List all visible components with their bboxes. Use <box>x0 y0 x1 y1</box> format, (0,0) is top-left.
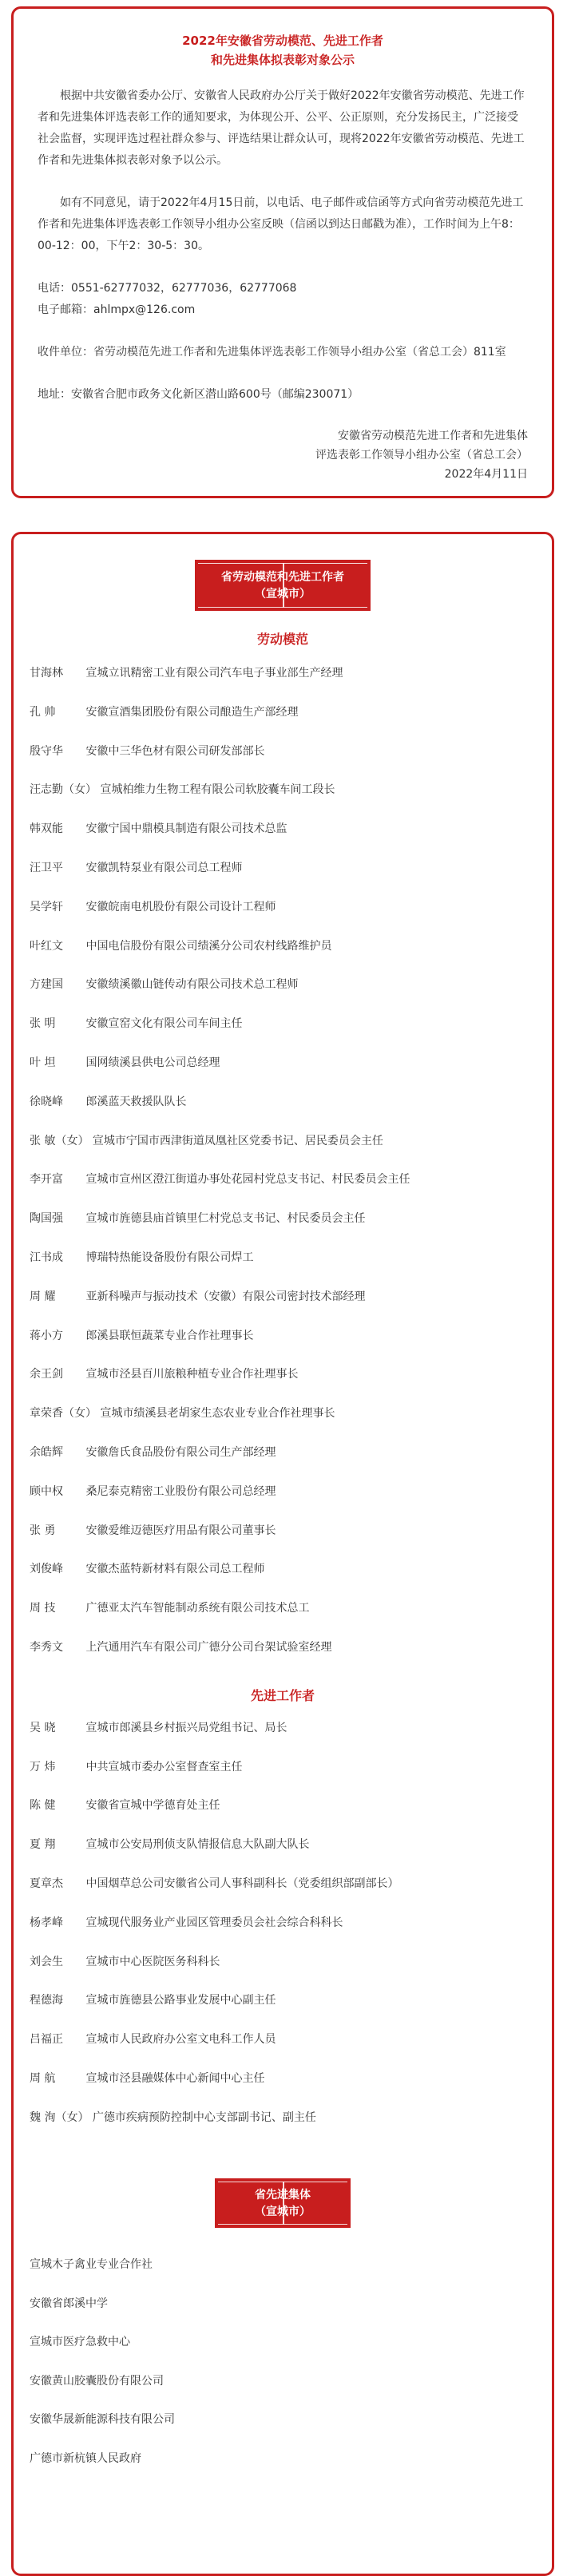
list-item <box>30 732 552 771</box>
person-unit: 安徽爱维迈德医疗用品有限公司董事长 <box>85 1524 276 1537</box>
person-unit: 上汽通用汽车有限公司广德分公司台架试验室经理 <box>85 1640 332 1654</box>
person-unit: 安徽省宣城中学德育处主任 <box>85 1799 220 1813</box>
list-item <box>30 1589 552 1628</box>
list-item <box>30 2059 552 2098</box>
person-name: 刘会生 <box>30 1955 63 1968</box>
list-item <box>30 1005 552 1044</box>
person-name: 章荣香（女） <box>30 1407 97 1421</box>
person-unit: 宣城市泾县融媒体中心新闻中心主任 <box>85 2071 265 2085</box>
person-unit: 宣城市中心医院医务科科长 <box>85 1955 220 1968</box>
person-unit: 安徽凯特泵业有限公司总工程师 <box>85 861 243 874</box>
person-name: 程德海 <box>30 1994 63 2007</box>
signature-date: 2022年4月11日 <box>444 468 528 481</box>
person-unit: 宣城市绩溪县老胡家生态农业专业合作社理事长 <box>100 1407 335 1421</box>
person-unit: 宣城市宣州区澄江街道办事处花园村党总支书记、村民委员会主任 <box>85 1173 410 1187</box>
person-name: 刘俊峰 <box>30 1563 63 1576</box>
notice-paragraph-1: 根据中共安徽省委办公厅、安徽省人民政府办公厅关于做好2022年安徽省劳动模范、先进工作者和先进集体评选表彰工作的通知要求，为体现公开、公平、公正原则，充分发扬民主，广泛接受社会监督，实现评选过程社群众参与、评选结果让群众认可，现将2022年安徽省劳动模范、先进工作者和先进集体拟表彰对象予以公示。 <box>38 89 525 167</box>
person-name: 夏章杰 <box>30 1877 63 1890</box>
contact-phone: 电话：0551-62777032，62777036，62777068 <box>38 282 297 295</box>
person-unit: 宣城市人民政府办公室文电科工作人员 <box>85 2033 276 2047</box>
person-unit: 安徽杰蓝特新材料有限公司总工程师 <box>85 1563 265 1576</box>
person-unit: 安徽宁国中鼎模具制造有限公司技术总监 <box>85 822 287 836</box>
list-item <box>30 693 552 732</box>
person-unit: 国网绩溪县供电公司总经理 <box>85 1056 220 1069</box>
person-unit: 郎溪县联恒蔬菜专业合作社理事长 <box>85 1329 254 1342</box>
person-name: 叶红文 <box>30 939 63 953</box>
list-item <box>30 1709 552 1748</box>
list-item <box>30 1748 552 1787</box>
list-item <box>30 1083 552 1122</box>
person-name: 余王剑 <box>30 1368 63 1381</box>
person-unit: 安徽宣窑文化有限公司车间主任 <box>85 1017 243 1031</box>
person-name: 余皓辉 <box>30 1445 63 1459</box>
banner-subtitle: （宣城市） <box>255 588 311 600</box>
contact-email[interactable]: 电子邮箱：ahlmpx@126.com <box>38 303 196 316</box>
signature-line2: 评选表彰工作领导小组办公室（省总工会） <box>315 449 528 462</box>
list-item <box>30 1238 552 1278</box>
person-name: 周 技 <box>30 1602 56 1615</box>
list-item <box>30 1160 552 1199</box>
person-name: 汪卫平 <box>30 861 63 874</box>
list-item <box>30 1550 552 1589</box>
person-name: 吴学轩 <box>30 900 63 913</box>
contact-recipient: 收件单位：省劳动模范先进工作者和先进集体评选表彰工作领导小组办公室（省总工会）811室 <box>38 346 506 359</box>
banner-subtitle: （宣城市） <box>255 2205 311 2219</box>
section-banner-individuals <box>195 560 371 611</box>
person-unit: 中国烟草总公司安徽省公司人事科副科长（党委组织部副部长） <box>85 1877 399 1890</box>
person-name: 李开富 <box>30 1173 63 1187</box>
list-item <box>30 1044 552 1083</box>
list-item <box>30 1317 552 1356</box>
person-unit: 安徽宣酒集团股份有限公司酿造生产部经理 <box>85 705 299 719</box>
list-item <box>30 771 552 810</box>
person-name: 殷守华 <box>30 744 63 758</box>
person-name: 汪志勤（女） <box>30 783 97 797</box>
person-name: 叶 坦 <box>30 1056 56 1069</box>
person-unit: 宣城立讯精密工业有限公司汽车电子事业部生产经理 <box>85 667 343 680</box>
list-item <box>30 1512 552 1551</box>
collective-item: 宣城木子禽业专业合作社 <box>30 2258 153 2272</box>
person-name: 周 航 <box>30 2071 56 2085</box>
section-heading-advanced-workers: 先进工作者 <box>250 1687 315 1703</box>
person-name: 陈 健 <box>30 1799 56 1813</box>
person-unit: 宣城现代服务业产业园区管理委员会社会综合科科长 <box>85 1916 343 1929</box>
list-card <box>11 532 554 2576</box>
person-name: 顾中权 <box>30 1484 63 1498</box>
person-name: 张 明 <box>30 1017 56 1031</box>
collective-item: 广德市新杭镇人民政府 <box>30 2451 141 2465</box>
person-unit: 安徽中三华色材有限公司研发部部长 <box>85 744 265 758</box>
list-item <box>30 1943 552 1982</box>
list-item <box>30 927 552 966</box>
notice-card <box>11 6 554 498</box>
contact-address: 地址：安徽省合肥市政务文化新区潜山路600号（邮编230071） <box>38 388 359 401</box>
person-name: 张 敏（女） <box>30 1134 89 1147</box>
person-unit: 安徽皖南电机股份有限公司设计工程师 <box>85 900 276 913</box>
notice-signature <box>38 426 528 484</box>
collective-item: 安徽省郎溪中学 <box>30 2297 108 2310</box>
person-unit: 亚新科噪声与振动技术（安徽）有限公司密封技术部经理 <box>85 1290 366 1303</box>
list-item <box>30 849 552 888</box>
banner-title: 省先进集体 <box>255 2189 311 2202</box>
list-item <box>30 1122 552 1161</box>
person-name: 杨孝峰 <box>30 1916 63 1929</box>
person-unit: 广德市疾病预防控制中心支部副书记、副主任 <box>92 2110 316 2124</box>
person-unit: 安徽绩溪徽山链传动有限公司技术总工程师 <box>85 978 299 992</box>
person-unit: 博瑞特热能设备股份有限公司焊工 <box>85 1250 254 1264</box>
list-item <box>30 1394 552 1433</box>
person-unit: 桑尼泰克精密工业股份有限公司总经理 <box>85 1484 276 1498</box>
person-name: 吴 晓 <box>30 1721 56 1734</box>
person-unit: 郎溪蓝天救援队队长 <box>85 1095 187 1108</box>
notice-paragraph-2: 如有不同意见，请于2022年4月15日前，以电话、电子邮件或信函等方式向省劳动模范先进工作者和先进集体评选表彰工作领导小组办公室反映（信函以到达日邮戳为准），工作时间为上午8：00-12：00，下午2：30-5：30。 <box>38 196 524 252</box>
section-banner-collectives <box>215 2178 351 2228</box>
person-name: 陶国强 <box>30 1212 63 1226</box>
list-item <box>30 1433 552 1472</box>
section-heading-model-workers: 劳动模范 <box>256 632 308 647</box>
list-item <box>30 1278 552 1317</box>
person-name: 夏 翔 <box>30 1838 56 1852</box>
list-item <box>30 1981 552 2020</box>
person-name: 徐晓峰 <box>30 1095 63 1108</box>
list-item <box>30 2098 552 2138</box>
person-unit: 中共宣城市委办公室督查室主任 <box>85 1760 243 1773</box>
model-workers-list <box>14 654 552 1667</box>
list-item <box>30 2020 552 2059</box>
person-name: 魏 洵（女） <box>30 2110 89 2124</box>
person-name: 李秀文 <box>30 1640 63 1654</box>
list-item <box>30 1472 552 1512</box>
person-name: 张 勇 <box>30 1524 56 1537</box>
person-name: 蒋小方 <box>30 1329 63 1342</box>
list-item <box>30 1904 552 1943</box>
person-unit: 广德亚太汽车智能制动系统有限公司技术总工 <box>85 1602 310 1615</box>
person-unit: 宣城市公安局刑侦支队情报信息大队副大队长 <box>85 1838 310 1852</box>
person-unit: 安徽詹氏食品股份有限公司生产部经理 <box>85 1445 276 1459</box>
collective-item: 安徽华晟新能源科技有限公司 <box>30 2413 175 2427</box>
list-item <box>30 1628 552 1667</box>
list-item <box>30 1825 552 1865</box>
banner-title: 省劳动模范和先进工作者 <box>221 571 344 584</box>
collectives-list <box>14 2245 552 2478</box>
person-name: 江书成 <box>30 1250 63 1264</box>
list-item <box>30 810 552 849</box>
collective-item: 宣城市医疗急救中心 <box>30 2336 130 2349</box>
advanced-workers-list <box>14 1709 552 2138</box>
list-item <box>30 1865 552 1904</box>
list-item <box>30 1786 552 1825</box>
person-unit: 宣城市郎溪县乡村振兴局党组书记、局长 <box>85 1721 287 1734</box>
notice-title-line1: 2022年安徽省劳动模范、先进工作者 <box>182 34 383 48</box>
person-unit: 宣城市旌德县庙首镇里仁村党总支书记、村民委员会主任 <box>85 1212 366 1226</box>
person-unit: 宣城柏维力生物工程有限公司软胶囊车间工段长 <box>100 783 335 797</box>
person-unit: 中国电信股份有限公司绩溪分公司农村线路维护员 <box>85 939 332 953</box>
list-item <box>30 654 552 693</box>
collective-item: 安徽黄山胶囊股份有限公司 <box>30 2374 164 2388</box>
person-name: 方建国 <box>30 978 63 992</box>
list-item <box>30 888 552 927</box>
person-unit: 宣城市宁国市西津街道凤凰社区党委书记、居民委员会主任 <box>92 1134 383 1147</box>
person-unit: 宣城市泾县百川旅粮种植专业合作社理事长 <box>85 1368 299 1381</box>
person-name: 甘海林 <box>30 667 63 680</box>
signature-line1: 安徽省劳动模范先进工作者和先进集体 <box>338 430 528 442</box>
list-item <box>30 965 552 1005</box>
person-name: 周 耀 <box>30 1290 56 1303</box>
person-unit: 宣城市旌德县公路事业发展中心副主任 <box>85 1994 276 2007</box>
notice-title <box>38 31 528 69</box>
notice-title-line2: 和先进集体拟表彰对象公示 <box>210 53 355 67</box>
person-name: 吕福正 <box>30 2033 63 2047</box>
list-item <box>30 1199 552 1238</box>
person-name: 韩双能 <box>30 822 63 836</box>
person-name: 孔 帅 <box>30 705 56 719</box>
list-item <box>30 1355 552 1394</box>
person-name: 万 炜 <box>30 1760 56 1773</box>
